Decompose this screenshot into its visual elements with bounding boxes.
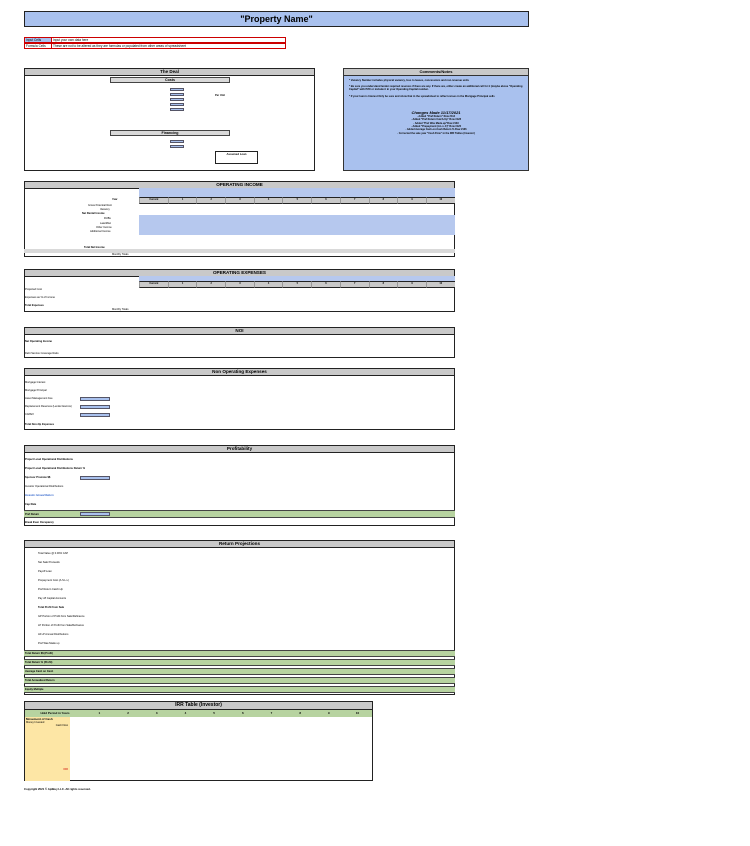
non-operating-title: Non Operating Expenses [25, 369, 454, 376]
note-1: * Vacancy Number includes physical vacancy, loss to leases, concessions and non-revenue units [349, 79, 469, 82]
year-label: Year [112, 198, 118, 201]
nonop-row-label: Replacement Reserves (Lender Escrow) [25, 405, 72, 408]
input-cell[interactable] [170, 88, 184, 91]
irr-year: 8 [299, 711, 301, 715]
return-row-label: Pref Return Catch-Up [38, 588, 63, 591]
assumed-loan-label: Assumed Loan [226, 152, 247, 156]
return-projections-title: Return Projections [25, 541, 454, 548]
legend-value: Input your own data here [52, 37, 286, 43]
legend-key: Input Cells [24, 37, 52, 43]
return-row-label: All LP Annual Distributions [38, 633, 69, 636]
expense-total-label: Total Expenses [25, 304, 44, 307]
income-row-label: Vacancy [100, 208, 110, 211]
profit-row-label: Investor Operational Distributions [25, 485, 64, 488]
financing-header: Financing [110, 130, 230, 136]
property-name-title[interactable]: "Property Name" [24, 11, 529, 27]
year-cell: 4 [254, 281, 283, 288]
year-cell: 6 [311, 281, 340, 288]
irr-year: 1 [98, 711, 101, 715]
money-invested-label: Money Invested [26, 721, 45, 724]
profit-row-label: Project Level Operational Distributions [25, 458, 73, 461]
notes-title: Comments/Notes [344, 69, 528, 76]
year-cell: 3 [225, 281, 254, 288]
input-cell[interactable] [170, 108, 184, 111]
deal-title: The Deal [25, 69, 314, 76]
income-row-label: Other Income [96, 226, 112, 229]
nonop-row-label: Mortgage Interest [25, 381, 46, 384]
return-row-label: Payoff Loan [38, 570, 52, 573]
irr-table [24, 701, 373, 781]
profit-row-label: Sponsor Promote $$ [25, 476, 51, 479]
note-3: * If your loan is Interest Only be sure and show that in the spreadsheet to reflect zeroes in the Mortgage Principal cells [349, 94, 495, 98]
year-cell: Current [139, 197, 168, 204]
break-even-label: Break Even Occupancy [25, 521, 54, 524]
noi-section [24, 327, 455, 358]
income-row-label: Net Rental Income [82, 212, 105, 215]
year-header-row [139, 197, 455, 204]
input-cell[interactable] [170, 140, 184, 143]
irr-year: 9 [328, 711, 330, 715]
legend-key: Formula Cells [24, 43, 52, 49]
irr-year: 5 [213, 711, 215, 715]
year-cell: 8 [369, 197, 398, 204]
income-row-label: Late/Misc [100, 222, 112, 225]
income-row-label: Gross Potential Rent [88, 204, 112, 207]
irr-left-column [25, 717, 70, 781]
input-cell[interactable] [170, 93, 184, 96]
total-row [24, 668, 455, 675]
change-item: - Corrected the sale year "Cash Flow" in the IRR Tables (Investor) [397, 131, 475, 135]
irr-year: 10 [355, 711, 360, 715]
irr-title: IRR Table (Investor) [25, 702, 372, 710]
year-cell: 4 [254, 197, 283, 204]
return-row-label: Pay off Capital Accounts [38, 597, 67, 600]
profitability-title: Profitability [25, 446, 454, 453]
return-row-label: Total Profit from Sale [38, 606, 65, 609]
monthly-totals-label: Monthly Totals [112, 308, 129, 311]
total-return-label: Total Return % (Profit) [25, 661, 53, 664]
costs-header: Costs [110, 77, 230, 83]
growth-row [24, 249, 455, 253]
note-2: * Be sure you understand lender required reserves if there are any. If there are, either create an additional cell for it (maybe above "Operating Capital" with P2O or include it in your Operating Capital number. [349, 85, 523, 92]
irr-year: 4 [184, 711, 187, 715]
total-row [24, 659, 455, 666]
nonop-row-label: Asset Management Fee [25, 397, 53, 400]
year-cell: Current [139, 281, 168, 288]
input-cell[interactable] [80, 413, 110, 417]
irr-year: 7 [270, 711, 273, 715]
irr-label: IRR [63, 768, 68, 771]
return-row-label: LP Portion of Profit from Sale/Refinance [38, 624, 84, 627]
nonop-row-label: Mortgage Principal [25, 389, 47, 392]
total-row [24, 650, 455, 657]
movement-label: Movement of Cash [26, 717, 53, 721]
hold-period-label: Hold Period in Years [40, 711, 70, 715]
nonop-row-label: CAPEX [25, 413, 34, 416]
year-cell: 10 [426, 281, 455, 288]
legend-formula-cells [24, 43, 286, 49]
profit-row-label: Project Level Operational Distributions Return % [25, 467, 86, 470]
input-cell[interactable] [80, 512, 110, 516]
year-cell: 2 [196, 197, 225, 204]
year-cell: 5 [282, 197, 311, 204]
year-cell: 1 [168, 197, 197, 204]
change-item: - Added "Pref Return" Row #112 [417, 114, 455, 118]
change-item: - Added Average Cash-on-Cash Return % Row #136 [405, 128, 467, 132]
year-cell: 7 [340, 197, 369, 204]
change-item: - Added "Prepayment (A.L.L.C)" Row #126 [411, 125, 461, 129]
irr-year: 3 [155, 711, 158, 715]
input-cell[interactable] [80, 476, 110, 480]
irr-year: 6 [241, 711, 244, 715]
expense-row-label: Projected Cost [25, 288, 43, 291]
per-unit-label: Per Unit [215, 94, 225, 97]
year-cell: 7 [340, 281, 369, 288]
irr-year: 2 [127, 711, 129, 715]
assumed-loan-box [215, 151, 258, 164]
total-row [24, 686, 455, 693]
deal-panel [24, 68, 315, 171]
change-item: - Added "Pref Was Made-up"Row #133 [413, 121, 459, 125]
year-cell: 10 [426, 197, 455, 204]
total-return-label: Average Cash on Cash [25, 670, 54, 673]
nonop-total-label: Total Non-Op Expenses [25, 423, 55, 426]
pref-return-label: Pref Return [25, 513, 40, 516]
year-cell: 5 [282, 281, 311, 288]
irr-header-row [25, 710, 372, 717]
profit-row-label: Investor Annual Return [25, 494, 54, 497]
noi-title: NOI [25, 328, 454, 335]
year-cell: 1 [168, 281, 197, 288]
return-row-label: Prepayment Cost (A.S.L.L) [38, 579, 69, 582]
operating-income-title: OPERATING INCOME [25, 182, 454, 189]
input-cell[interactable] [170, 98, 184, 101]
year-cell: 8 [369, 281, 398, 288]
profit-row-label: Cap Rate [25, 503, 37, 506]
income-total-label: Total Net Income [84, 246, 105, 249]
year-cell: 9 [397, 197, 426, 204]
total-return-label: Total Return $$ (Profit) [25, 652, 53, 655]
cash-flow-label: Cash Flow [55, 724, 68, 727]
noi-row-label: Net Operating Income [25, 340, 52, 343]
input-cell[interactable] [80, 405, 110, 409]
debt-row-label: Debt Service Coverage Ratio [25, 352, 59, 355]
year-cell: 3 [225, 197, 254, 204]
year-cell: 2 [196, 281, 225, 288]
input-cell[interactable] [170, 103, 184, 106]
total-return-label: Equity Multiple [25, 688, 44, 691]
changes-title: Changes Made 11/17/2021 [411, 109, 461, 115]
operating-expenses-title: OPERATING EXPENSES [25, 270, 454, 277]
return-row-label: Net Sale Proceeds [38, 561, 60, 564]
growth-input-row[interactable] [139, 188, 455, 197]
monthly-totals-label: Monthly Totals [112, 253, 129, 256]
change-item: - Added "Pref Return Catch-Up" Row #128 [411, 118, 461, 122]
return-row-label: GP Portion of Profit from Sale/Refinance [38, 615, 85, 618]
comments-notes-panel [343, 68, 529, 171]
year-cell: 6 [311, 197, 340, 204]
income-row-label: Additional Income [90, 230, 111, 233]
year-cell: 9 [397, 281, 426, 288]
input-cell[interactable] [80, 397, 110, 401]
input-cell[interactable] [170, 145, 184, 148]
return-row-label: Pref Was Made up [38, 642, 60, 645]
income-row-label: RUBs [104, 217, 111, 220]
total-row [24, 677, 455, 684]
expense-row-label: Expenses as % of Income [25, 296, 55, 299]
total-return-label: Total Annualized Return [25, 679, 55, 682]
copyright: Copyright 2021 © AptBuy LLC. All rights reserved. [24, 787, 91, 791]
legend-value: These are not to be altered as they are formulas or populated from other areas of spreadsheet [52, 43, 286, 49]
return-row-label: Total Value @ 0.00% CAP [38, 552, 69, 555]
year-header-row [139, 281, 455, 288]
income-input-block[interactable] [139, 215, 455, 235]
